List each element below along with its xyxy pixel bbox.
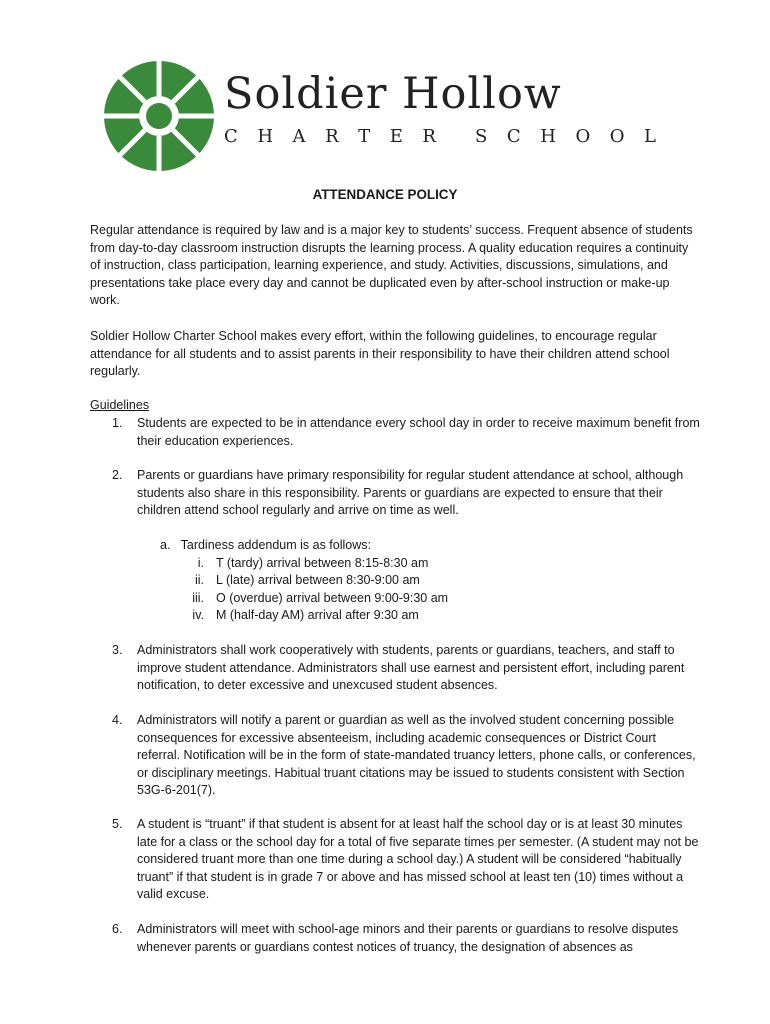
item-text: A student is “truant” if that student is absent for at least half the school day or is at least 30 minutes late for a class or the school day for a total of five separate times per semester. (A student may not be considered truant more than one time during a school day.) A student will be considered “habitually truant” if that student is in grade 7 or above and has missed school at least ten (10) times without a valid excuse. [137,817,699,902]
roman-text: L (late) arrival between 8:30-9:00 am [216,573,420,587]
item-number: 3. [112,643,123,657]
subtitle-letter: H [540,126,556,147]
school-name: Soldier Hollow [224,69,562,119]
intro-paragraph: Regular attendance is required by law and is a major key to students’ success. Frequent absence of students from day-to-day classroom instruction disrupts the learning process. A quality education requires a continuity of instruction, class participation, learning experience, and study. Activities, discussions, simulations, and presentations take place every day and cannot be duplicated even by after-school instruction or make-up work. [90,223,693,308]
item-text: Administrators will notify a parent or guardian as well as the involved student concerning possible consequences for excessive absenteeism, including academic consequences or District Court referral. Notification will be in the form of state-mandated truancy letters, phone calls, or conferences, or disciplinary meetings. Habitual truant citations may be issued to students consistent with Section 53G-6-201(7). [137,713,696,798]
roman-number: i. [197,556,204,570]
item-text: Parents or guardians have primary responsibility for regular student attendance at school, although students also share in this responsibility. Parents or guardians are expected to ensure that their children attend school regularly and arrive on time as well. [137,468,684,518]
subtitle-letter: O [575,126,591,147]
tardiness-addendum: a. Tardiness addendum is as follows: [160,538,371,552]
roman-number: ii. [194,573,204,587]
roman-number: iii. [192,591,204,605]
item-number: 1. [112,416,123,430]
roman-text: M (half-day AM) arrival after 9:30 am [216,608,419,622]
subtitle-letter: E [389,126,403,147]
subtitle-letter: L [644,126,656,147]
roman-number: iv. [192,608,204,622]
subtitle-letter: R [422,126,436,147]
effort-paragraph: Soldier Hollow Charter School makes every effort, within the following guidelines, to encourage regular attendance for all students and to assist parents in their responsibility to have their children attend school regularly. [90,329,670,379]
roman-text: T (tardy) arrival between 8:15-8:30 am [216,556,429,570]
item-number: 2. [112,468,123,482]
item-text: Students are expected to be in attendance every school day in order to receive maximum benefit from their education experiences. [137,416,700,448]
subtitle-letter: O [609,126,625,147]
item-number: 5. [112,817,123,831]
subtitle-letter: H [257,126,274,147]
subtitle-letter: S [475,126,488,147]
subtitle-letter: R [325,126,339,147]
subtitle-letter: C [506,126,521,147]
roman-text: O (overdue) arrival between 9:00-9:30 am [216,591,449,605]
school-logo-emblem [103,60,215,172]
item-number: 4. [112,713,123,727]
subtitle-letter: T [358,126,371,147]
subtitle-letter: A [292,126,306,147]
item-text: Administrators shall work cooperatively with students, parents or guardians, teachers, and staff to improve student attendance. Administrators shall use earnest and persistent effort, including parent notification, to deter excessive and unexcused student absences. [137,643,685,693]
school-subtitle [224,126,656,148]
subtitle-letter: C [224,126,238,147]
guidelines-heading: Guidelines [90,398,150,412]
item-number: 6. [112,922,123,936]
document-title: ATTENDANCE POLICY [312,187,458,202]
item-text: Administrators will meet with school-age minors and their parents or guardians to resolve disputes whenever parents or guardians contest notices of truancy, the designation of absences as [137,922,679,954]
